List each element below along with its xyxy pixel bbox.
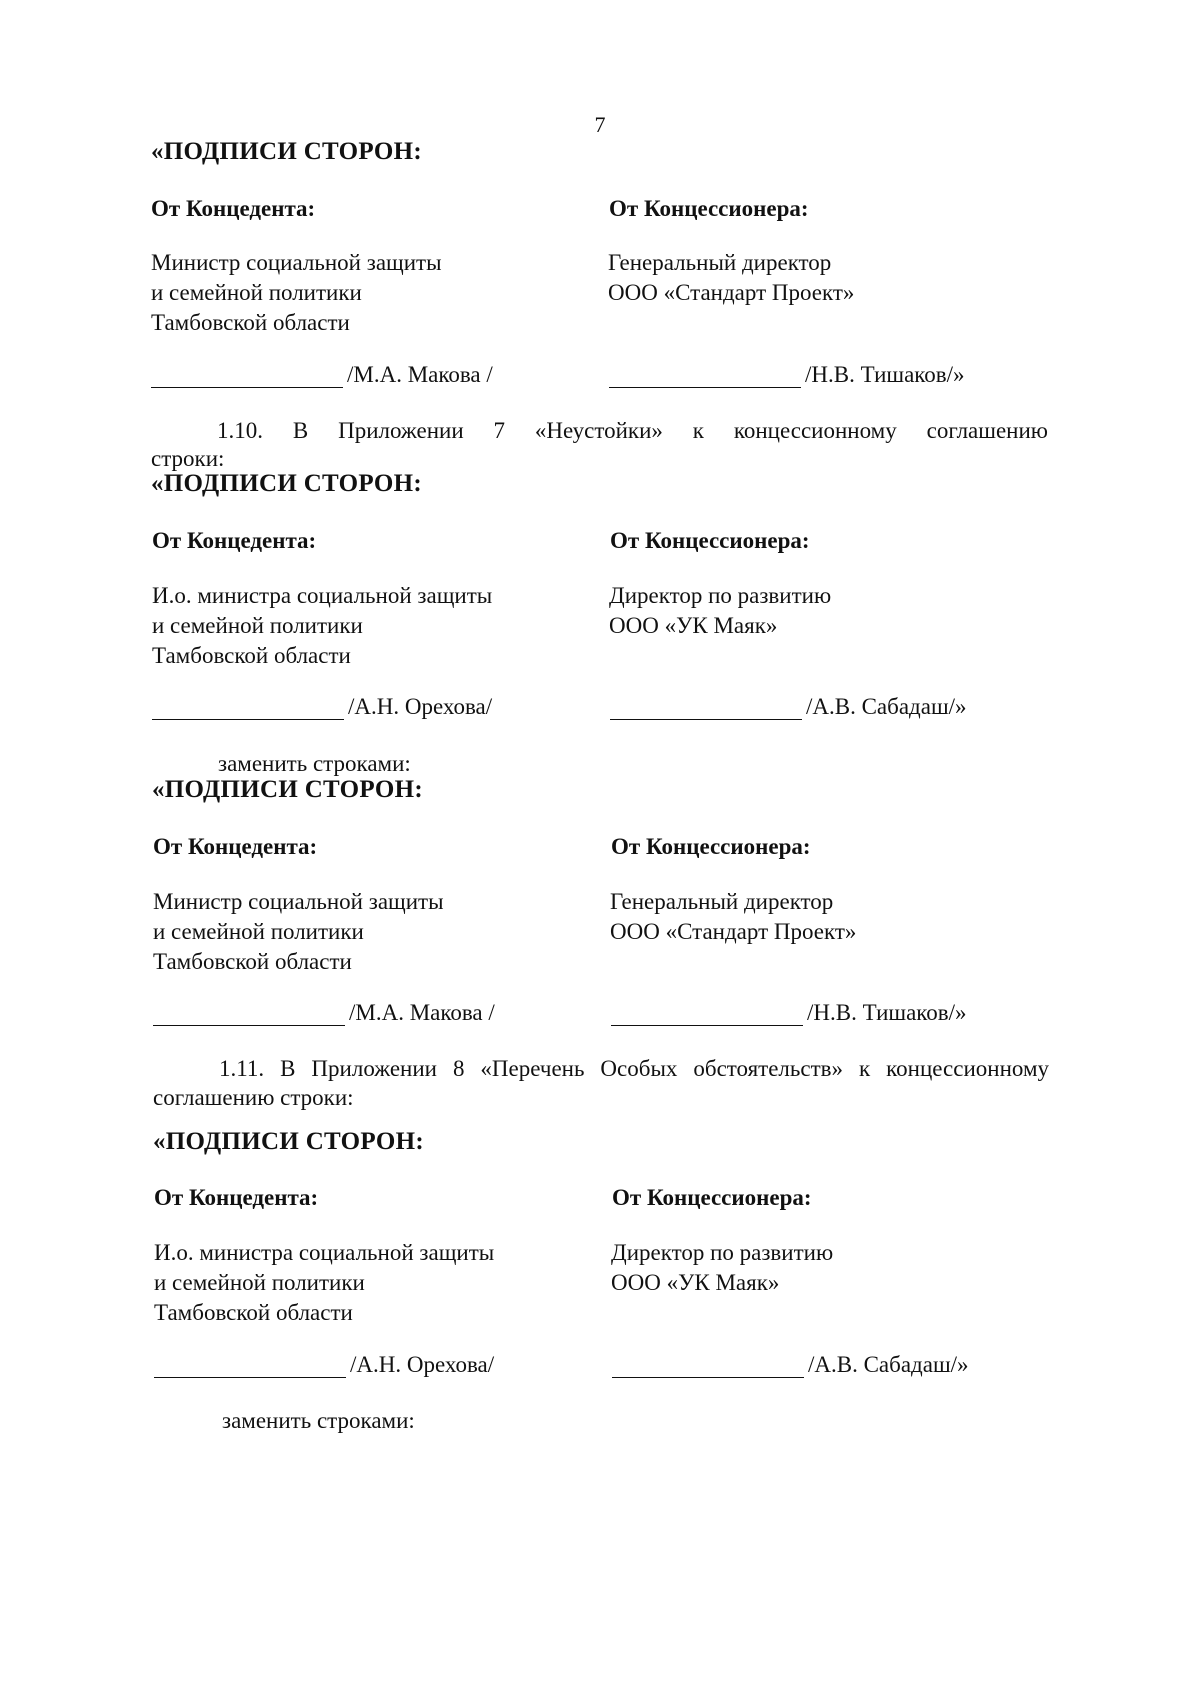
concessionaire-signature-line xyxy=(612,1352,969,1378)
concessionaire-signatory: /Н.В. Тишаков/» xyxy=(807,1000,967,1025)
signature-blank xyxy=(154,1355,346,1378)
grantor-position: И.о. министра социальной защиты и семейной политики Тамбовской области xyxy=(152,583,493,668)
signatures-header: «ПОДПИСИ СТОРОН: xyxy=(152,776,423,803)
grantor-position: Министр социальной защиты и семейной политики Тамбовской области xyxy=(153,889,444,974)
concessionaire-label: От Концессионера: xyxy=(609,196,809,221)
concessionaire-signatory: /Н.В. Тишаков/» xyxy=(805,362,965,387)
grantor-signatory: /А.Н. Орехова/ xyxy=(348,694,493,719)
grantor-position: Министр социальной защиты и семейной политики Тамбовской области xyxy=(151,250,442,335)
grantor-signatory: /М.А. Макова / xyxy=(347,362,493,387)
clause-1-11-continuation: соглашению строки: xyxy=(153,1085,354,1110)
page-number: 7 xyxy=(594,112,606,137)
grantor-label: От Концедента: xyxy=(154,1185,319,1210)
clause-1-10-continuation: строки: xyxy=(151,446,225,471)
concessionaire-label: От Концессионера: xyxy=(611,834,811,859)
signatures-header: «ПОДПИСИ СТОРОН: xyxy=(153,1128,424,1155)
signature-blank xyxy=(611,1003,803,1026)
concessionaire-label: От Концессионера: xyxy=(610,528,810,553)
replace-with-lines: заменить строками: xyxy=(222,1408,415,1433)
concessionaire-label: От Концессионера: xyxy=(612,1185,812,1210)
signature-blank xyxy=(153,1003,345,1026)
concessionaire-position: Генеральный директор ООО «Стандарт Проект» xyxy=(608,250,855,305)
signature-blank xyxy=(612,1355,804,1378)
concessionaire-signature-line xyxy=(611,1000,967,1026)
clause-1-11: 1.11. В Приложении 8 «Перечень Особых обстоятельств» к концессионному xyxy=(219,1056,1049,1081)
signature-blank xyxy=(152,697,344,720)
concessionaire-signature-line xyxy=(609,362,965,388)
grantor-label: От Концедента: xyxy=(153,834,318,859)
grantor-signatory: /А.Н. Орехова/ xyxy=(350,1352,495,1377)
grantor-signature-line xyxy=(153,1000,495,1026)
signature-blank xyxy=(151,365,343,388)
replace-with-lines: заменить строками: xyxy=(218,751,411,776)
grantor-signatory: /М.А. Макова / xyxy=(349,1000,495,1025)
concessionaire-position: Директор по развитию ООО «УК Маяк» xyxy=(609,583,832,638)
clause-1-10: 1.10. В Приложении 7 «Неустойки» к концессионному соглашению xyxy=(217,418,1048,443)
concessionaire-signatory: /А.В. Сабадаш/» xyxy=(806,694,967,719)
grantor-signature-line xyxy=(151,362,493,388)
signature-blank xyxy=(609,365,801,388)
grantor-position: И.о. министра социальной защиты и семейной политики Тамбовской области xyxy=(154,1240,495,1325)
concessionaire-position: Директор по развитию ООО «УК Маяк» xyxy=(611,1240,834,1295)
signatures-header: «ПОДПИСИ СТОРОН: xyxy=(151,470,422,497)
grantor-signature-line xyxy=(152,694,492,720)
signatures-header: «ПОДПИСИ СТОРОН: xyxy=(151,138,422,165)
concessionaire-position: Генеральный директор ООО «Стандарт Проект» xyxy=(610,889,857,944)
grantor-label: От Концедента: xyxy=(152,528,317,553)
grantor-signature-line xyxy=(154,1352,494,1378)
signature-blank xyxy=(610,697,802,720)
concessionaire-signature-line xyxy=(610,694,967,720)
grantor-label: От Концедента: xyxy=(151,196,316,221)
concessionaire-signatory: /А.В. Сабадаш/» xyxy=(808,1352,969,1377)
